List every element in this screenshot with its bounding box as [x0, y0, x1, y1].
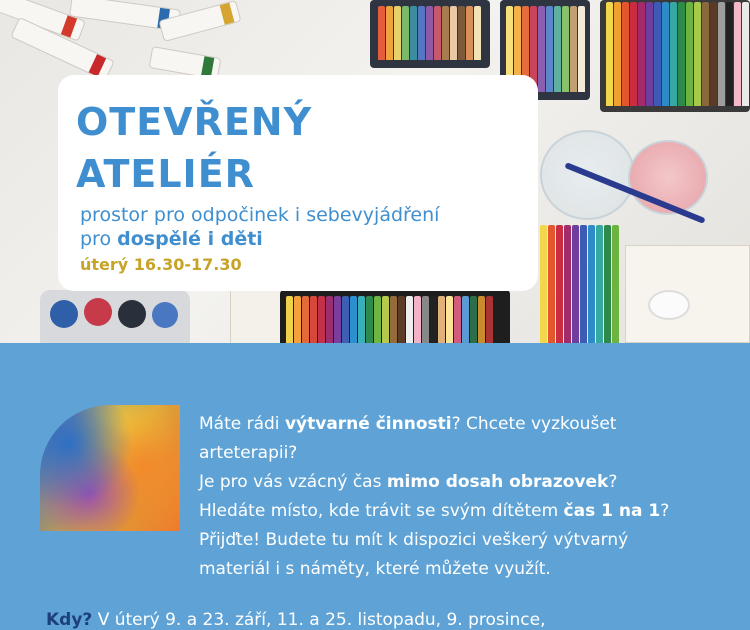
title-line-1: OTEVŘENÝ: [76, 100, 313, 144]
intro-line: Je pro vás vzácný čas mimo dosah obrazovek?: [199, 472, 618, 492]
paint-well: [152, 302, 178, 328]
paint-well: [118, 300, 146, 328]
coloured-pencils: [606, 2, 750, 106]
intro-line: Hledáte místo, kde trávit se svým dítětem čas 1 na 1?: [199, 501, 670, 521]
painting-thumbnail: [40, 405, 180, 531]
intro-text: [199, 410, 719, 584]
intro-line: materiál i s náměty, které můžete využít.: [199, 559, 551, 579]
paint-tube: [159, 0, 242, 42]
coloured-pencils: [286, 296, 494, 343]
paint-well: [84, 298, 112, 326]
coloured-pencils: [540, 225, 620, 343]
subtitle-prefix: pro: [80, 228, 118, 250]
schedule-time: úterý 16.30-17.30: [80, 255, 242, 274]
intro-line: arteterapii?: [199, 443, 298, 463]
intro-line: Máte rádi výtvarné činnosti? Chcete vyzkoušet: [199, 414, 617, 434]
title-line-2: ATELIÉR: [76, 152, 255, 196]
page-title: [76, 96, 312, 200]
when-label: Kdy?: [46, 610, 93, 630]
subtitle-line-2: [80, 227, 263, 251]
notebook: [625, 245, 750, 343]
when-line: [46, 607, 545, 630]
paint-well: [50, 300, 78, 328]
intro-line: Přijďte! Budete tu mít k dispozici veškerý výtvarný: [199, 530, 629, 550]
subtitle-line-1: prostor pro odpočinek i sebevyjádření: [80, 204, 440, 226]
watercolor-palette: [40, 290, 190, 343]
candle: [648, 290, 690, 320]
subtitle-audience: dospělé i děti: [117, 228, 263, 250]
when-dates: V úterý 9. a 23. září, 11. a 25. listopadu, 9. prosince,: [92, 610, 546, 630]
pastel-sticks: [378, 6, 482, 60]
